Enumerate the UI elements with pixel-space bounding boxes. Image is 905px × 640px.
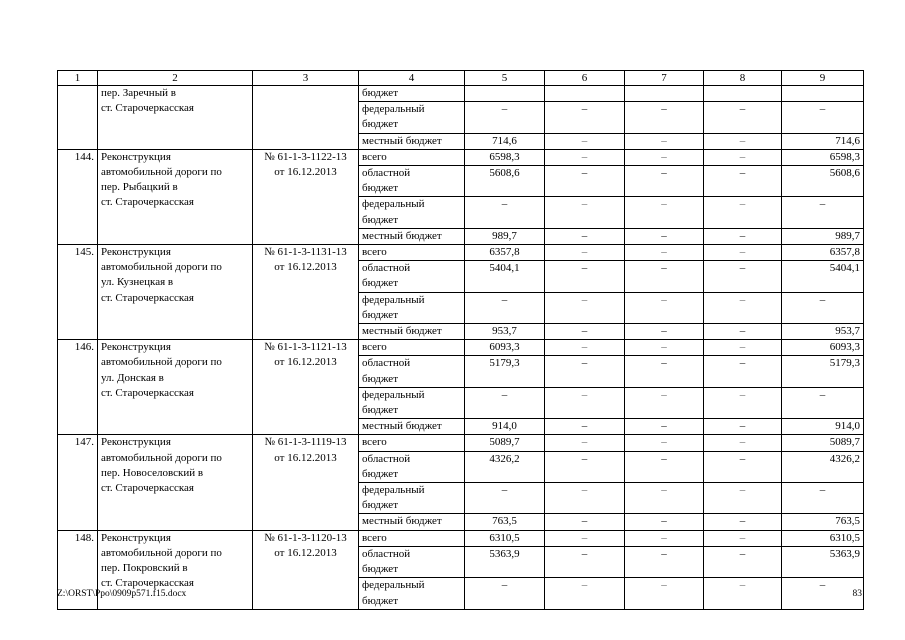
text-line: федеральный <box>362 198 425 211</box>
funding-source <box>359 197 465 228</box>
value-cell-9: 5404,1 <box>782 261 864 292</box>
value-cell-9: 5608,6 <box>782 166 864 197</box>
value-cell-5: 914,0 <box>465 419 545 435</box>
value-cell-7: – <box>625 324 704 340</box>
object-name <box>98 86 253 150</box>
text-line: областной <box>362 262 411 275</box>
text-line: бюджет <box>362 404 398 417</box>
text-line: всего <box>362 150 387 163</box>
value-cell-9: – <box>782 292 864 323</box>
value-cell-6: – <box>545 133 625 149</box>
value-cell-7: – <box>625 149 704 165</box>
text-line: от 16.12.2013 <box>274 356 337 369</box>
value-cell-7: – <box>625 166 704 197</box>
text-line: автомобильной дороги по <box>101 546 222 559</box>
value-cell-7: – <box>625 483 704 514</box>
value-cell-6: – <box>545 356 625 387</box>
row-number: 144. <box>58 149 98 244</box>
value-cell-8: – <box>704 356 782 387</box>
value-cell-6: – <box>545 530 625 546</box>
text-line: всего <box>362 341 387 354</box>
text-line: федеральный <box>362 579 425 592</box>
text-line: местный бюджет <box>362 134 442 147</box>
value-cell-9: 6310,5 <box>782 530 864 546</box>
text-line: пер. Заречный в <box>101 87 176 99</box>
text-line: ст. Старочеркасская <box>101 577 194 590</box>
column-header-8: 8 <box>704 71 782 86</box>
funding-source <box>359 451 465 482</box>
table-row <box>58 149 864 165</box>
value-cell-6: – <box>545 149 625 165</box>
text-line: Реконструкция <box>101 150 171 163</box>
value-cell-5: 5179,3 <box>465 356 545 387</box>
value-cell-9: – <box>782 102 864 133</box>
text-line: областной <box>362 547 411 560</box>
value-cell-9: 5179,3 <box>782 356 864 387</box>
table-row <box>58 530 864 546</box>
value-cell-7: – <box>625 578 704 609</box>
value-cell-6: – <box>545 451 625 482</box>
value-cell-7: – <box>625 340 704 356</box>
funding-source <box>359 292 465 323</box>
funding-source <box>359 86 465 102</box>
text-line: бюджет <box>362 277 398 290</box>
text-line: автомобильной дороги по <box>101 261 222 274</box>
value-cell-8: – <box>704 133 782 149</box>
text-line: федеральный <box>362 293 425 306</box>
value-cell-5: 5363,9 <box>465 546 545 577</box>
value-cell-7: – <box>625 261 704 292</box>
value-cell-9: 714,6 <box>782 133 864 149</box>
value-cell-8 <box>704 86 782 102</box>
text-line: автомобильной дороги по <box>101 356 222 369</box>
value-cell-6: – <box>545 387 625 418</box>
value-cell-7: – <box>625 292 704 323</box>
value-cell-5: – <box>465 102 545 133</box>
value-cell-7: – <box>625 356 704 387</box>
value-cell-7: – <box>625 530 704 546</box>
table-row <box>58 86 864 102</box>
table-header <box>58 71 864 86</box>
value-cell-5: 6310,5 <box>465 530 545 546</box>
value-cell-8: – <box>704 228 782 244</box>
funding-source <box>359 419 465 435</box>
text-line: от 16.12.2013 <box>274 166 337 179</box>
funding-source <box>359 324 465 340</box>
value-cell-8: – <box>704 324 782 340</box>
funding-source <box>359 546 465 577</box>
text-line: от 16.12.2013 <box>274 451 337 464</box>
value-cell-6: – <box>545 340 625 356</box>
text-line: областной <box>362 357 411 370</box>
row-number: 148. <box>58 530 98 609</box>
text-line: областной <box>362 167 411 180</box>
text-line: ст. Старочеркасская <box>101 386 194 399</box>
text-line: ст. Старочеркасская <box>101 102 194 115</box>
value-cell-9 <box>782 86 864 102</box>
value-cell-6: – <box>545 324 625 340</box>
text-line: бюджет <box>362 308 398 321</box>
text-line: Реконструкция <box>101 531 171 544</box>
expertise-conclusion <box>253 245 359 340</box>
row-number: 146. <box>58 340 98 435</box>
value-cell-7: – <box>625 435 704 451</box>
text-line: от 16.12.2013 <box>274 261 337 274</box>
text-line: местный бюджет <box>362 229 442 242</box>
value-cell-9: 4326,2 <box>782 451 864 482</box>
value-cell-6: – <box>545 483 625 514</box>
table-row <box>58 245 864 261</box>
funding-source <box>359 530 465 546</box>
funding-source <box>359 578 465 609</box>
text-line: № 61-1-3-1131-13 <box>264 246 347 259</box>
value-cell-8: – <box>704 530 782 546</box>
value-cell-7: – <box>625 102 704 133</box>
value-cell-5: 6357,8 <box>465 245 545 261</box>
text-line: ул. Кузнецкая в <box>101 276 174 289</box>
value-cell-5: 989,7 <box>465 228 545 244</box>
funding-source <box>359 245 465 261</box>
value-cell-9: 914,0 <box>782 419 864 435</box>
row-number: 147. <box>58 435 98 530</box>
text-line: Реконструкция <box>101 436 171 449</box>
value-cell-8: – <box>704 578 782 609</box>
value-cell-6: – <box>545 197 625 228</box>
text-line: пер. Рыбацкий в <box>101 181 178 194</box>
value-cell-6: – <box>545 514 625 530</box>
value-cell-7: – <box>625 451 704 482</box>
value-cell-6 <box>545 86 625 102</box>
funding-source <box>359 514 465 530</box>
funding-source <box>359 435 465 451</box>
text-line: областной <box>362 452 411 465</box>
value-cell-6: – <box>545 435 625 451</box>
column-header-7: 7 <box>625 71 704 86</box>
text-line: федеральный <box>362 388 425 401</box>
funding-source <box>359 149 465 165</box>
row-number: 145. <box>58 245 98 340</box>
value-cell-7: – <box>625 197 704 228</box>
header-row <box>58 71 864 86</box>
value-cell-7: – <box>625 228 704 244</box>
text-line: от 16.12.2013 <box>274 546 337 559</box>
value-cell-6: – <box>545 419 625 435</box>
funding-source <box>359 261 465 292</box>
text-line: Реконструкция <box>101 341 171 354</box>
value-cell-9: 5363,9 <box>782 546 864 577</box>
value-cell-9: 6357,8 <box>782 245 864 261</box>
text-line: № 61-1-3-1119-13 <box>264 436 347 449</box>
expertise-conclusion <box>253 340 359 435</box>
value-cell-8: – <box>704 451 782 482</box>
column-header-5: 5 <box>465 71 545 86</box>
text-line: бюджет <box>362 594 398 607</box>
object-name <box>98 435 253 530</box>
object-name <box>98 245 253 340</box>
funding-source <box>359 102 465 133</box>
value-cell-8: – <box>704 245 782 261</box>
table-body <box>58 86 864 610</box>
value-cell-7 <box>625 86 704 102</box>
value-cell-5: 6598,3 <box>465 149 545 165</box>
text-line: пер. Покровский в <box>101 562 188 575</box>
value-cell-7: – <box>625 419 704 435</box>
value-cell-6: – <box>545 166 625 197</box>
object-name <box>98 149 253 244</box>
funding-source <box>359 356 465 387</box>
text-line: бюджет <box>362 499 398 512</box>
funding-source <box>359 387 465 418</box>
value-cell-7: – <box>625 245 704 261</box>
text-line: Реконструкция <box>101 246 171 259</box>
text-line: автомобильной дороги по <box>101 166 222 179</box>
text-line: автомобильной дороги по <box>101 451 222 464</box>
value-cell-8: – <box>704 483 782 514</box>
value-cell-9: 989,7 <box>782 228 864 244</box>
value-cell-5: 763,5 <box>465 514 545 530</box>
value-cell-5: – <box>465 387 545 418</box>
text-line: федеральный <box>362 484 425 497</box>
text-line: местный бюджет <box>362 420 442 433</box>
budget-table <box>57 70 864 610</box>
text-line: местный бюджет <box>362 325 442 338</box>
text-line: федеральный <box>362 103 425 116</box>
value-cell-8: – <box>704 149 782 165</box>
value-cell-9: – <box>782 387 864 418</box>
value-cell-8: – <box>704 387 782 418</box>
value-cell-9: – <box>782 197 864 228</box>
text-line: всего <box>362 436 387 449</box>
value-cell-5: 5089,7 <box>465 435 545 451</box>
value-cell-8: – <box>704 546 782 577</box>
text-line: пер. Новоселовский в <box>101 466 204 479</box>
value-cell-5: – <box>465 292 545 323</box>
value-cell-8: – <box>704 197 782 228</box>
text-line: бюджет <box>362 372 398 385</box>
value-cell-6: – <box>545 578 625 609</box>
object-name <box>98 340 253 435</box>
value-cell-8: – <box>704 435 782 451</box>
expertise-conclusion <box>253 435 359 530</box>
value-cell-8: – <box>704 514 782 530</box>
text-line: ул. Донская в <box>101 371 164 384</box>
value-cell-9: – <box>782 578 864 609</box>
funding-source <box>359 483 465 514</box>
funding-source <box>359 133 465 149</box>
value-cell-5: – <box>465 483 545 514</box>
funding-source <box>359 166 465 197</box>
text-line: бюджет <box>362 182 398 195</box>
footer-file-path: Z:\ORST\Ppo\0909p571.f15.docx <box>57 589 187 599</box>
value-cell-6: – <box>545 228 625 244</box>
text-line: бюджет <box>362 213 398 226</box>
column-header-3: 3 <box>253 71 359 86</box>
value-cell-8: – <box>704 292 782 323</box>
text-line: ст. Старочеркасская <box>101 482 194 495</box>
value-cell-5: 714,6 <box>465 133 545 149</box>
funding-source <box>359 228 465 244</box>
value-cell-9: 6093,3 <box>782 340 864 356</box>
value-cell-9: 6598,3 <box>782 149 864 165</box>
text-line: бюджет <box>362 87 398 99</box>
value-cell-7: – <box>625 133 704 149</box>
value-cell-5: 5404,1 <box>465 261 545 292</box>
value-cell-8: – <box>704 340 782 356</box>
value-cell-8: – <box>704 102 782 133</box>
value-cell-6: – <box>545 102 625 133</box>
value-cell-8: – <box>704 419 782 435</box>
value-cell-6: – <box>545 292 625 323</box>
value-cell-6: – <box>545 245 625 261</box>
text-line: ст. Старочеркасская <box>101 291 194 304</box>
footer-page-number: 83 <box>852 589 862 599</box>
value-cell-5: 4326,2 <box>465 451 545 482</box>
expertise-conclusion <box>253 530 359 609</box>
expertise-conclusion <box>253 149 359 244</box>
text-line: № 61-1-3-1120-13 <box>264 531 347 544</box>
table-row <box>58 340 864 356</box>
column-header-2: 2 <box>98 71 253 86</box>
value-cell-7: – <box>625 546 704 577</box>
value-cell-5: 953,7 <box>465 324 545 340</box>
table-row <box>58 435 864 451</box>
value-cell-5: 6093,3 <box>465 340 545 356</box>
text-line: бюджет <box>362 467 398 480</box>
text-line: всего <box>362 246 387 259</box>
column-header-4: 4 <box>359 71 465 86</box>
value-cell-5 <box>465 86 545 102</box>
value-cell-8: – <box>704 261 782 292</box>
expertise-conclusion <box>253 86 359 150</box>
text-line: № 61-1-3-1122-13 <box>264 150 347 163</box>
text-line: всего <box>362 531 387 544</box>
text-line: № 61-1-3-1121-13 <box>264 341 347 354</box>
funding-source <box>359 340 465 356</box>
value-cell-7: – <box>625 387 704 418</box>
column-header-6: 6 <box>545 71 625 86</box>
column-header-1: 1 <box>58 71 98 86</box>
value-cell-6: – <box>545 261 625 292</box>
value-cell-9: 953,7 <box>782 324 864 340</box>
column-header-9: 9 <box>782 71 864 86</box>
text-line: бюджет <box>362 563 398 576</box>
value-cell-6: – <box>545 546 625 577</box>
value-cell-5: – <box>465 197 545 228</box>
value-cell-9: – <box>782 483 864 514</box>
text-line: местный бюджет <box>362 515 442 528</box>
row-number <box>58 86 98 150</box>
value-cell-5: – <box>465 578 545 609</box>
value-cell-7: – <box>625 514 704 530</box>
value-cell-9: 5089,7 <box>782 435 864 451</box>
value-cell-9: 763,5 <box>782 514 864 530</box>
value-cell-5: 5608,6 <box>465 166 545 197</box>
text-line: бюджет <box>362 118 398 131</box>
value-cell-8: – <box>704 166 782 197</box>
text-line: ст. Старочеркасская <box>101 196 194 209</box>
